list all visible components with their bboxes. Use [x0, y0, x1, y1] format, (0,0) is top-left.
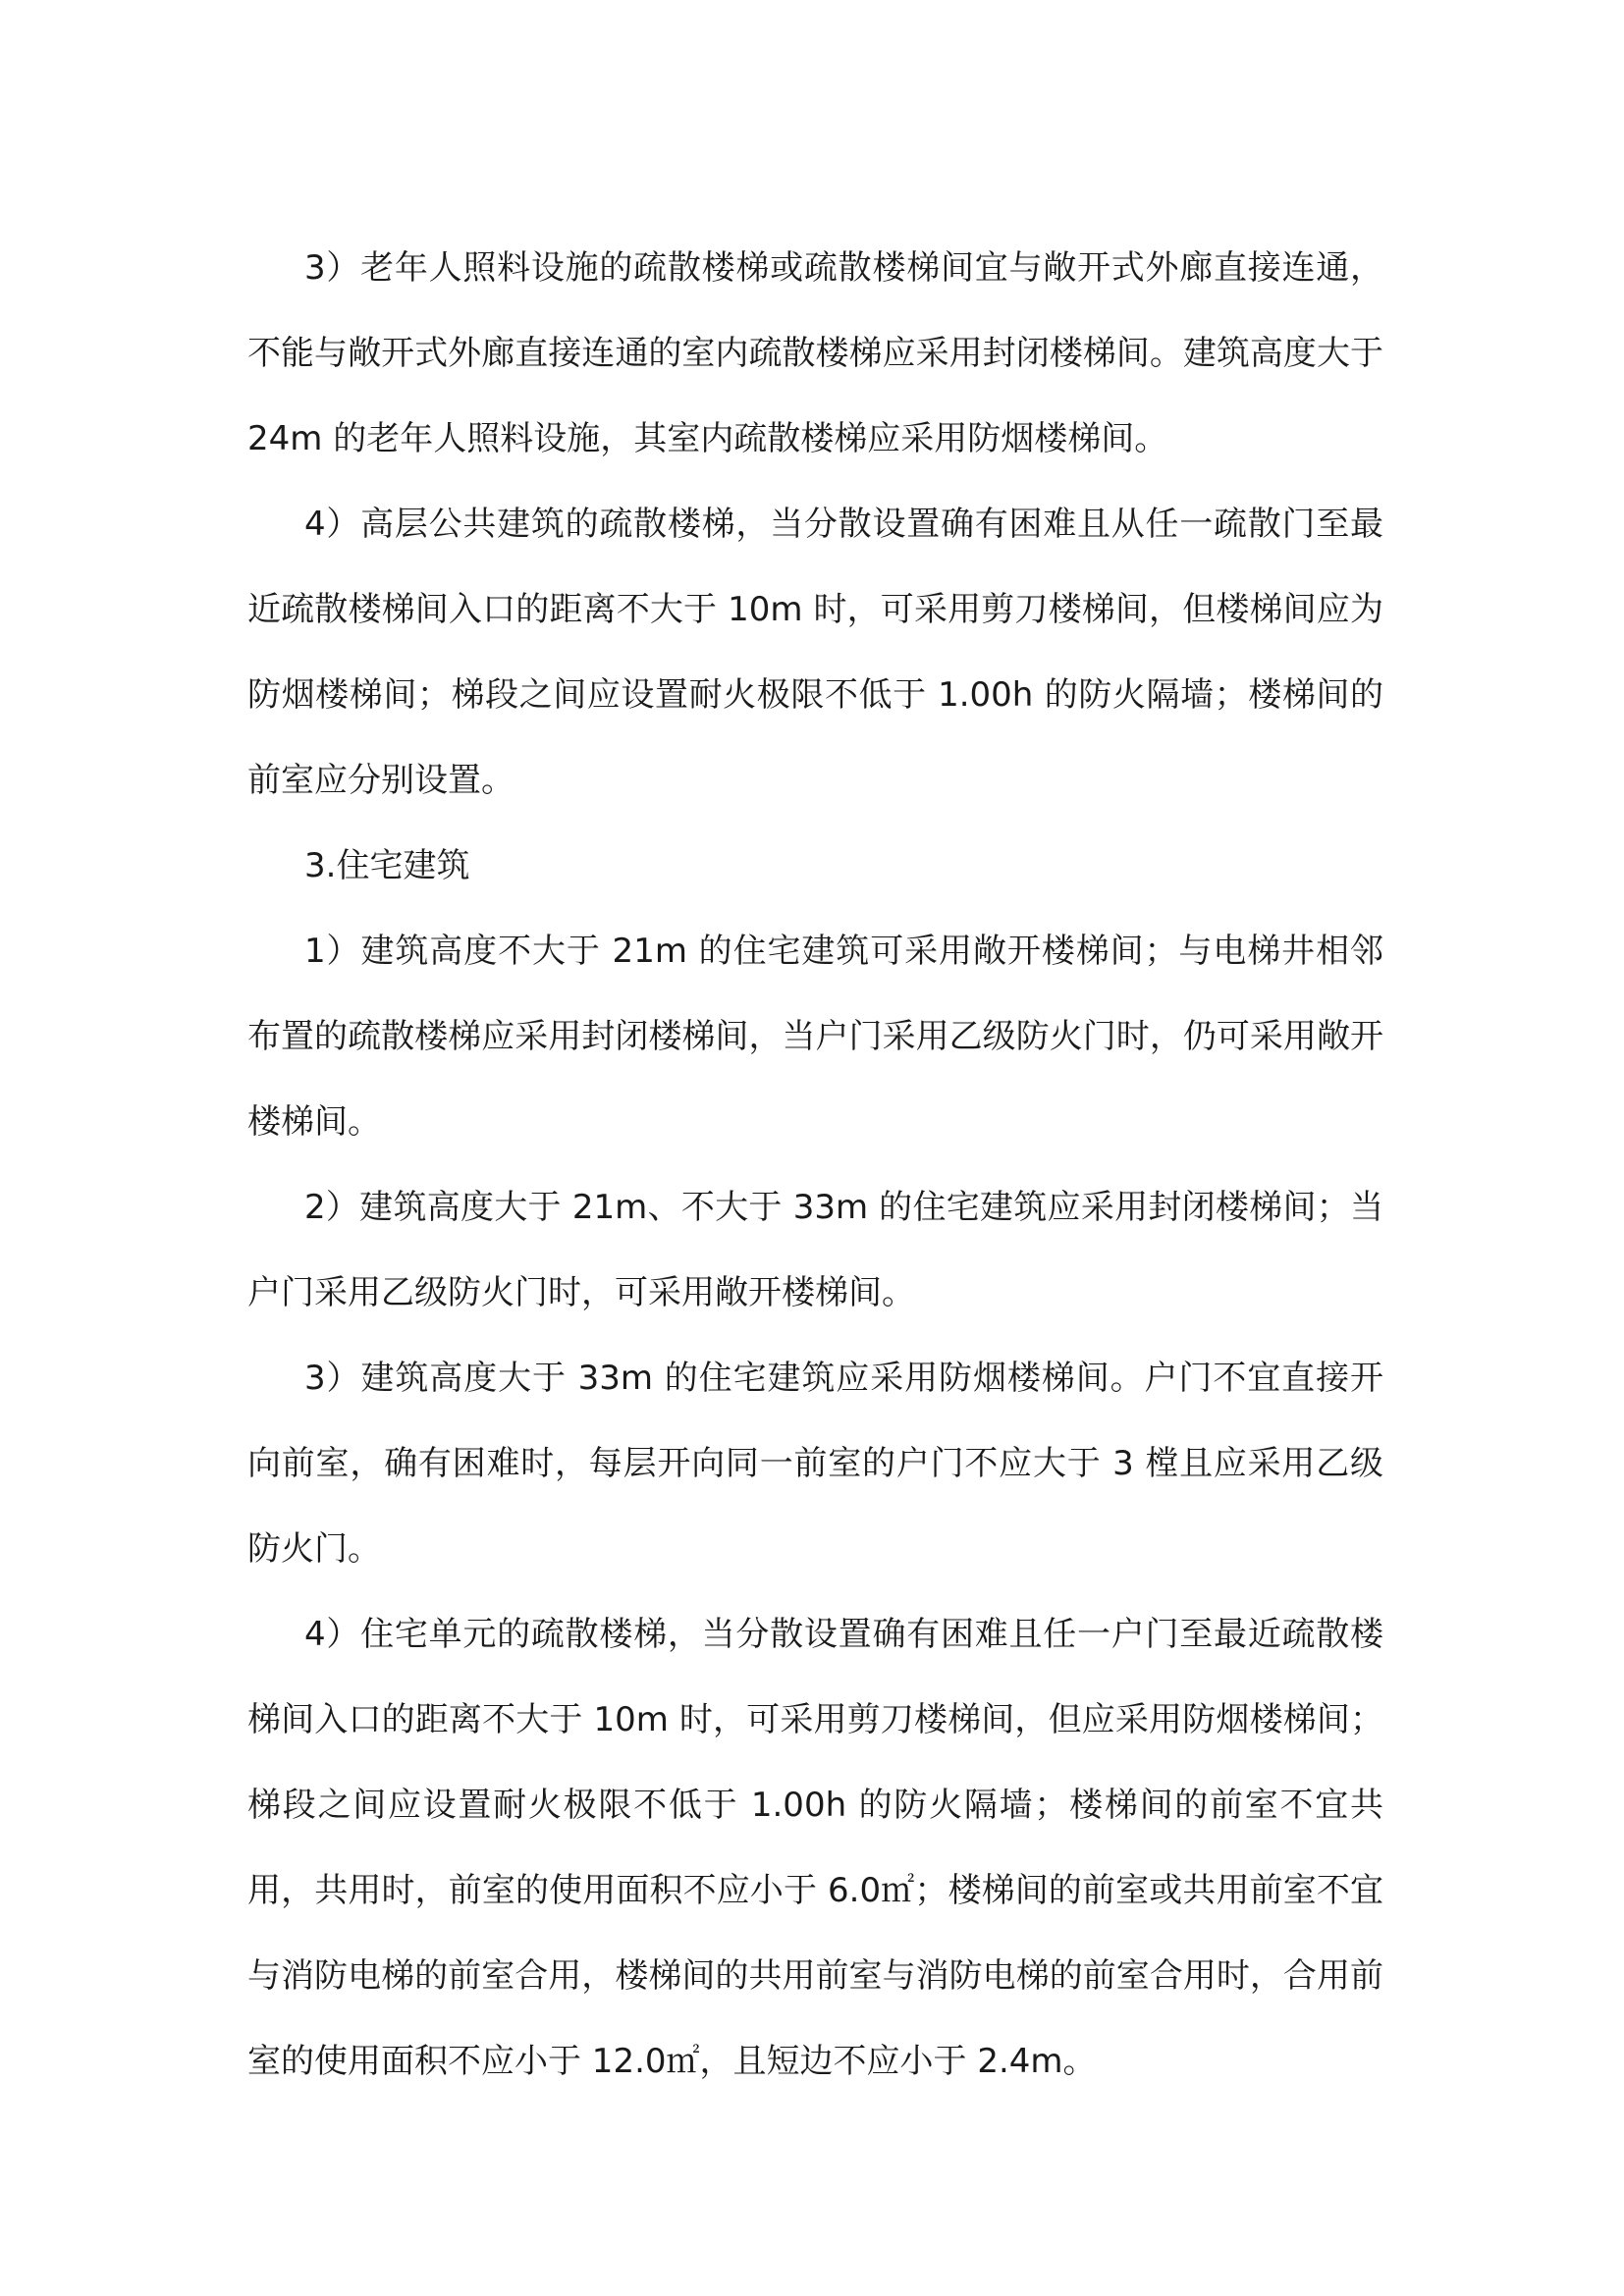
- paragraph-residential-over-33m: 3）建筑高度大于 33m 的住宅建筑应采用防烟楼梯间。户门不宜直接开向前室，确有困难时，每层开向同一前室的户门不应大于 3 樘且应采用乙级防火门。: [247, 1359, 1383, 1569]
- paragraph-residential-21m: 1）建筑高度不大于 21m 的住宅建筑可采用敞开楼梯间；与电梯井相邻布置的疏散楼梯应采用封闭楼梯间，当户门采用乙级防火门时，仍可采用敞开楼梯间。: [247, 932, 1383, 1142]
- section-heading-residential: 3.住宅建筑: [304, 846, 470, 885]
- paragraph-elderly-care-stairs: 3）老年人照料设施的疏散楼梯或疏散楼梯间宜与敞开式外廊直接连通，不能与敞开式外廊直接连通的室内疏散楼梯应采用封闭楼梯间。建筑高度大于24m 的老年人照料设施，其室内疏散楼梯应采用防烟楼梯间。: [247, 248, 1383, 458]
- paragraph-residential-scissor-stairs: 4）住宅单元的疏散楼梯，当分散设置确有困难且任一户门至最近疏散楼梯间入口的距离不大于 10m 时，可采用剪刀楼梯间，但应采用防烟楼梯间；梯段之间应设置耐火极限不低于 1.00h 的防火隔墙；楼梯间的前室不宜共用，共用时，前室的使用面积不应小于 6.0㎡；楼梯间的前室或共用前室不宜与消防电梯的前室合用，楼梯间的共用前室与消防电梯的前室合用时，合用前室的使用面积不应小于 12.0㎡，且短边不应小于 2.4m。: [247, 1615, 1383, 2081]
- paragraph-residential-21-33m: 2）建筑高度大于 21m、不大于 33m 的住宅建筑应采用封闭楼梯间；当户门采用乙级防火门时，可采用敞开楼梯间。: [247, 1188, 1383, 1312]
- paragraph-highrise-scissor-stairs: 4）高层公共建筑的疏散楼梯，当分散设置确有困难且从任一疏散门至最近疏散楼梯间入口的距离不大于 10m 时，可采用剪刀楼梯间，但楼梯间应为防烟楼梯间；梯段之间应设置耐火极限不低于 1.00h 的防火隔墙；楼梯间的前室应分别设置。: [247, 505, 1383, 800]
